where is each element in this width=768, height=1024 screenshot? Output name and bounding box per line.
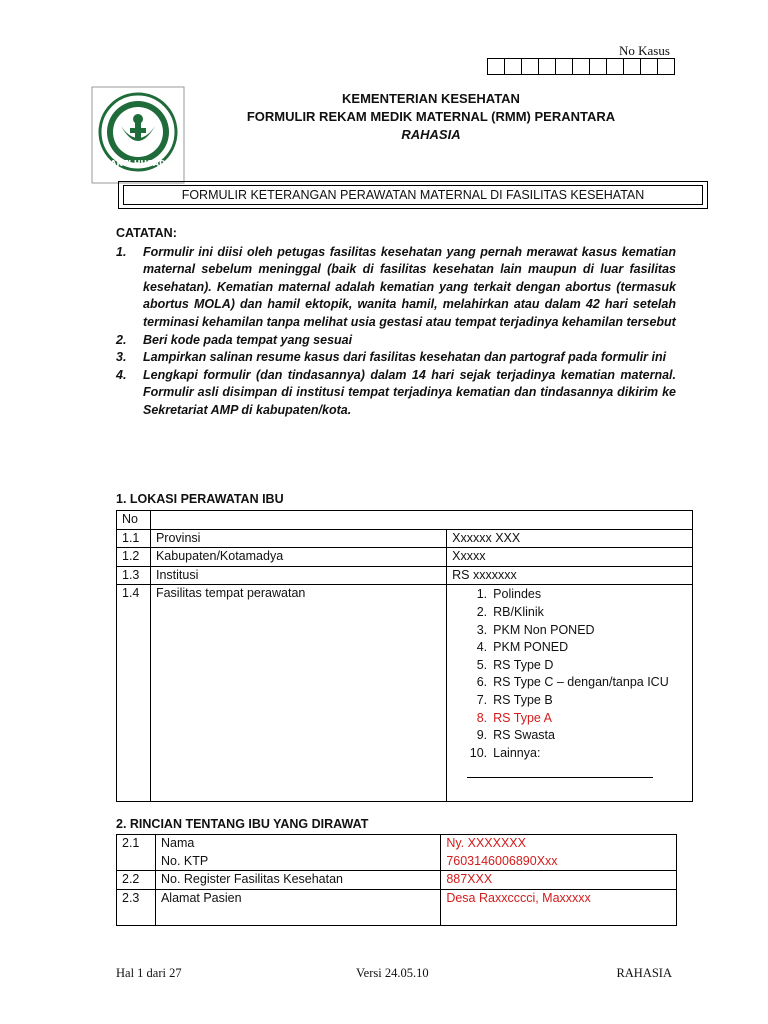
name-value: Ny. XXXXXXX xyxy=(446,836,526,850)
province-label: Provinsi xyxy=(150,529,446,548)
address-value[interactable]: Desa Raxxcccci, Maxxxxx xyxy=(441,889,677,925)
notes-section xyxy=(116,225,676,420)
facility-other-line[interactable] xyxy=(467,762,687,784)
ministry-title: KEMENTERIAN KESEHATAN xyxy=(342,91,520,106)
register-label: No. Register Fasilitas Kesehatan xyxy=(155,871,440,890)
table-row: 1.3 Institusi RS xxxxxxx xyxy=(117,566,693,585)
ktp-value: 7603146006890Xxx xyxy=(446,853,558,868)
notes-heading: CATATAN: xyxy=(116,226,177,240)
case-number-label: No Kasus xyxy=(619,43,670,58)
note-item: 4. Lengkapi formulir (dan tindasannya) dalam 14 hari sejak terjadinya kematian maternal. Formulir asli disimpan di institusi tempat terjadinya kematian dan tindasannya dikirim ke Sekretariat AMP di kabupaten/kota. xyxy=(116,367,676,417)
facility-option[interactable]: 1. Polindes xyxy=(476,587,542,602)
ktp-label: No. KTP xyxy=(160,853,209,868)
facility-option[interactable]: 5. RS Type D xyxy=(476,657,554,672)
bakti-husada-logo xyxy=(91,86,185,184)
table-row: 1.4 Fasilitas tempat perawatan 1. Polindes 2. RB/Klinik 3. PKM Non PONED 4. PKM PONED 5. RS Type D 6. RS Type C – dengan/tanpa ICU 7. RS Type B 8. RS Type A 9. RS Swasta 10. Lainnya: xyxy=(117,585,693,802)
case-number-boxes[interactable] xyxy=(487,58,675,75)
section1-table xyxy=(116,510,693,802)
boxed-title: FORMULIR KETERANGAN PERAWATAN MATERNAL DI FASILITAS KESEHATAN xyxy=(123,185,703,205)
register-value[interactable]: 887XXX xyxy=(441,871,677,890)
table-row: 2.2 No. Register Fasilitas Kesehatan 887XXX xyxy=(117,871,677,890)
table-row: 1.2 Kabupaten/Kotamadya Xxxxx xyxy=(117,548,693,567)
header-no: No xyxy=(117,511,151,530)
table-row: 2.3 Alamat Pasien Desa Raxxcccci, Maxxxxx xyxy=(117,889,677,925)
version-label: Versi 24.05.10 xyxy=(356,966,429,980)
facility-options[interactable] xyxy=(447,585,693,802)
regency-label: Kabupaten/Kotamadya xyxy=(150,548,446,567)
note-item: 3. Lampirkan salinan resume kasus dari fasilitas kesehatan dan partograf pada formulir ini xyxy=(116,350,667,365)
facility-option[interactable]: 9. RS Swasta xyxy=(476,728,555,743)
footer-classification: RAHASIA xyxy=(616,966,672,980)
address-label: Alamat Pasien xyxy=(155,889,440,925)
note-item: 1. Formulir ini diisi oleh petugas fasilitas kesehatan yang pernah merawat kasus kematian maternal sebelum meninggal (baik di fasilitas kesehatan lain maupun di luar fasilitas kesehatan). Kematian maternal adalah kematian yang terkait dengan abortus (termasuk abortus MOLA) dan hamil ektopik, wanita hamil, melahirkan atau dalam 42 hari setelah terminasi kehamilan tanpa melihat usia gestasi atau tempat terjadinya kehamilan tersebut xyxy=(116,244,676,329)
page-number: Hal 1 dari 27 xyxy=(116,966,182,980)
table-row xyxy=(117,511,693,530)
note-item: 2. Beri kode pada tempat yang sesuai xyxy=(116,332,353,347)
boxed-title-frame xyxy=(118,181,708,209)
facility-label: Fasilitas tempat perawatan xyxy=(150,585,446,802)
classification-label: RAHASIA xyxy=(401,127,461,142)
facility-option[interactable]: 4. PKM PONED xyxy=(476,640,569,655)
section2-title: 2. RINCIAN TENTANG IBU YANG DIRAWAT xyxy=(116,817,369,831)
form-header xyxy=(186,90,676,144)
form-title: FORMULIR REKAM MEDIK MATERNAL (RMM) PERANTARA xyxy=(246,109,616,124)
section2-table xyxy=(116,834,677,926)
section1-title: 1. LOKASI PERAWATAN IBU xyxy=(116,492,284,506)
table-row: 2.1 Nama No. KTP Ny. XXXXXXX 7603146006890Xxx xyxy=(117,835,677,871)
regency-value[interactable]: Xxxxx xyxy=(447,548,693,567)
facility-option[interactable]: 6. RS Type C – dengan/tanpa ICU xyxy=(476,675,669,690)
facility-option[interactable]: 2. RB/Klinik xyxy=(476,604,544,619)
name-label: Nama xyxy=(160,836,195,850)
facility-option[interactable]: 7. RS Type B xyxy=(476,692,553,707)
institution-label: Institusi xyxy=(150,566,446,585)
province-value[interactable]: Xxxxxx XXX xyxy=(447,529,693,548)
facility-option[interactable]: 3. PKM Non PONED xyxy=(476,622,595,637)
table-row: 1.1 Provinsi Xxxxxx XXX xyxy=(117,529,693,548)
facility-option-selected[interactable]: 8. RS Type A xyxy=(476,710,552,725)
facility-option[interactable]: 10. Lainnya: xyxy=(469,745,541,760)
institution-value[interactable]: RS xxxxxxx xyxy=(447,566,693,585)
logo-text: BAKTI HUSADA xyxy=(104,159,172,168)
